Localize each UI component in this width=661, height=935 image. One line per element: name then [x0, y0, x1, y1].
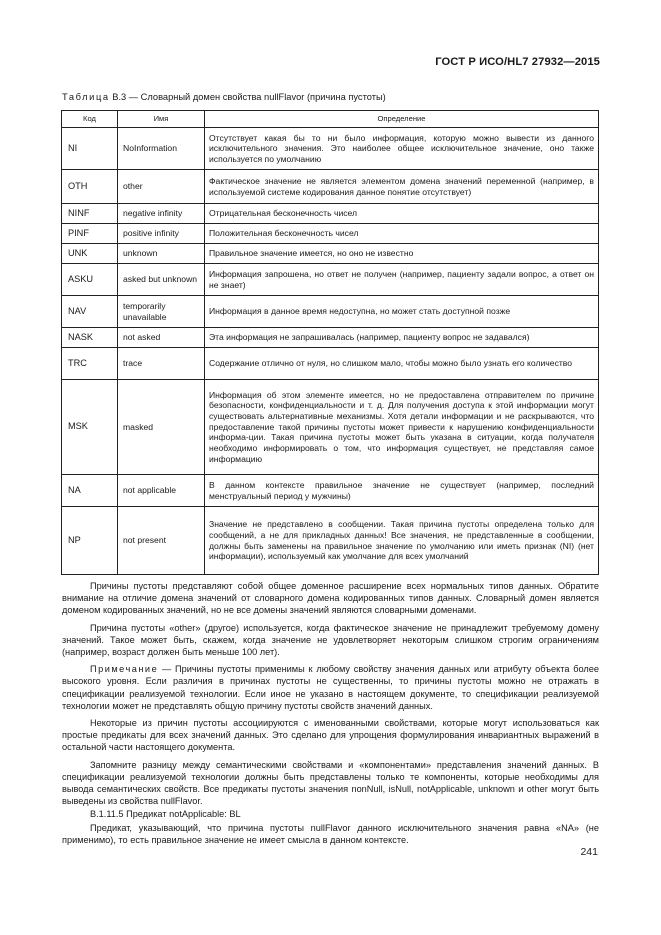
table-row — [62, 128, 599, 170]
paragraph: Причина пустоты «other» (другое) используется, когда фактическое значение не принадлежит требуемому домену значений. Такое может быть, скажем, когда значение не удовлетворяет некоторым слишком строгим ограничениям (например, возраст должен быть меньше 100 лет). — [62, 622, 599, 658]
name-cell: asked but unknown — [118, 264, 205, 296]
paragraph: Причины пустоты представляют собой общее доменное расширение всех нормальных типов данных. Обратите внимание на отличие домена значений от словарного домена кодированных типов данных. Словарный домен является доменом кодированных значений, но не все домены значений являются словарными доменами. — [62, 581, 599, 616]
table-row — [62, 507, 599, 575]
code-cell: OTH — [62, 170, 118, 204]
name-cell: not asked — [118, 328, 205, 348]
code-cell: UNK — [62, 244, 118, 264]
nullflavor-domain-table — [61, 110, 599, 575]
code-cell: TRC — [62, 348, 118, 380]
table-header-row — [62, 111, 599, 128]
code-cell: ASKU — [62, 264, 118, 296]
body-text — [62, 580, 599, 851]
note-paragraph — [62, 663, 599, 712]
table-row — [62, 348, 599, 380]
section-heading: B.1.11.5 Предикат notApplicable: BL — [90, 809, 241, 820]
table-row — [62, 170, 599, 204]
definition-cell: Отсутствует какая бы то ни было информация, которую можно вывести из данного исключительного значения. Это наиболее общее исключительное значение, оно также используется по умолчанию — [205, 128, 599, 170]
code-cell: MSK — [62, 380, 118, 475]
table-row — [62, 328, 599, 348]
name-cell: positive infinity — [118, 224, 205, 244]
definition-cell: Фактическое значение не является элементом домена значений переменной (например, в используемой системе кодирования данное понятие отсутствует) — [205, 170, 599, 204]
definition-cell: Правильное значение имеется, но оно не известно — [205, 244, 599, 264]
code-cell: NA — [62, 475, 118, 507]
column-header-code: Код — [62, 111, 118, 128]
table-row — [62, 244, 599, 264]
table-row — [62, 475, 599, 507]
paragraph: Некоторые из причин пустоты ассоциируются с именованными свойствами, которые могут использоваться как простые предикаты для всех значений данных. Это сделано для упрощения формулирования инвариантных выражений в остальной части настоящего документа. — [62, 718, 599, 753]
name-cell: NoInformation — [118, 128, 205, 170]
table-row — [62, 380, 599, 475]
note-label: Примечание — [90, 664, 159, 675]
definition-cell: Положительная бесконечность чисел — [205, 224, 599, 244]
table-row — [62, 204, 599, 224]
code-cell: NASK — [62, 328, 118, 348]
definition-cell: Эта информация не запрашивалась (например, пациенту вопрос не задавался) — [205, 328, 599, 348]
definition-cell: Содержание отлично от нуля, но слишком мало, чтобы можно было узнать его количество — [205, 348, 599, 380]
name-cell: masked — [118, 380, 205, 475]
table-row — [62, 224, 599, 244]
table-row — [62, 296, 599, 328]
column-header-name: Имя — [118, 111, 205, 128]
code-cell: NP — [62, 507, 118, 575]
code-cell: NINF — [62, 204, 118, 224]
table-caption-text: В.3 — Словарный домен свойства nullFlavor (причина пустоты) — [109, 92, 386, 102]
name-cell: other — [118, 170, 205, 204]
code-cell: NAV — [62, 296, 118, 328]
definition-cell: Информация запрошена, но ответ не получен (например, пациенту задали вопрос, а ответ он не знает) — [205, 264, 599, 296]
name-cell: trace — [118, 348, 205, 380]
code-cell: PINF — [62, 224, 118, 244]
definition-cell: В данном контексте правильное значение не существует (например, последний менструальный период у мужчины) — [205, 475, 599, 507]
name-cell: negative infinity — [118, 204, 205, 224]
name-cell: not applicable — [118, 475, 205, 507]
note-text: — Причины пустоты применимы к любому свойству значения данных или атрибуту объекта более высокого уровня. Если различия в причинах пустоты не существенны, то причины пустоты можно не отражать в спецификации реализуемой технологии. Если иное не указано в настоящем документе, то спецификации реализуемой технологии может не представлять общую причину пустоты свойств значений данных. — [62, 664, 599, 711]
definition-cell: Значение не представлено в сообщении. Такая причина пустоты определена только для сообщений, а не для прикладных данных! Все значения, не представленные в сообщении, должны быть заменены на правильное значение по умолчанию или иметь признак (NI) (нет информации), используемый как умолчание для всех умолчаний — [205, 507, 599, 575]
definition-cell: Отрицательная бесконечность чисел — [205, 204, 599, 224]
definition-cell: Информация в данное время недоступна, но может стать доступной позже — [205, 296, 599, 328]
table-row — [62, 264, 599, 296]
page-number: 241 — [580, 846, 598, 858]
table-caption — [62, 92, 386, 102]
document-header: ГОСТ Р ИСО/HL7 27932—2015 — [435, 56, 600, 68]
name-cell: unknown — [118, 244, 205, 264]
definition-cell: Информация об этом элементе имеется, но не предоставлена отправителем по причине безопасности, конфиденциальности и т. д. Для получения доступа к этой информации могут существовать альтернативные механизмы. Хотя детали информации и не раскрываются, что предоставление такой причины пустоты может привести к нарушению конфиденциальности информа-ции. Такая причина пустоты может быть указана в ситуации, когда получателя необходимо информировать о том, что информация существует, не представляя самое информацию — [205, 380, 599, 475]
paragraph: Запомните разницу между семантическими свойствами и «компонентами» представления значений данных. В спецификации реализуемой технологии должны быть представлены только те компоненты, которые необходимы для вывода семантических свойств. Все предикаты пустоты значения nonNull, isNull, notApplicable, unknown и other могут быть выведены из свойства nullFlavor. — [62, 759, 599, 807]
paragraph: Предикат, указывающий, что причина пустоты nullFlavor данного исключительного значения равна «NA» (не применимо), то есть правильное значение не имеет смысла в данном контексте. — [62, 822, 599, 845]
column-header-definition: Определение — [205, 111, 599, 128]
name-cell: temporarily unavailable — [118, 296, 205, 328]
code-cell: NI — [62, 128, 118, 170]
name-cell: not present — [118, 507, 205, 575]
table-caption-label: Таблица — [62, 92, 110, 102]
